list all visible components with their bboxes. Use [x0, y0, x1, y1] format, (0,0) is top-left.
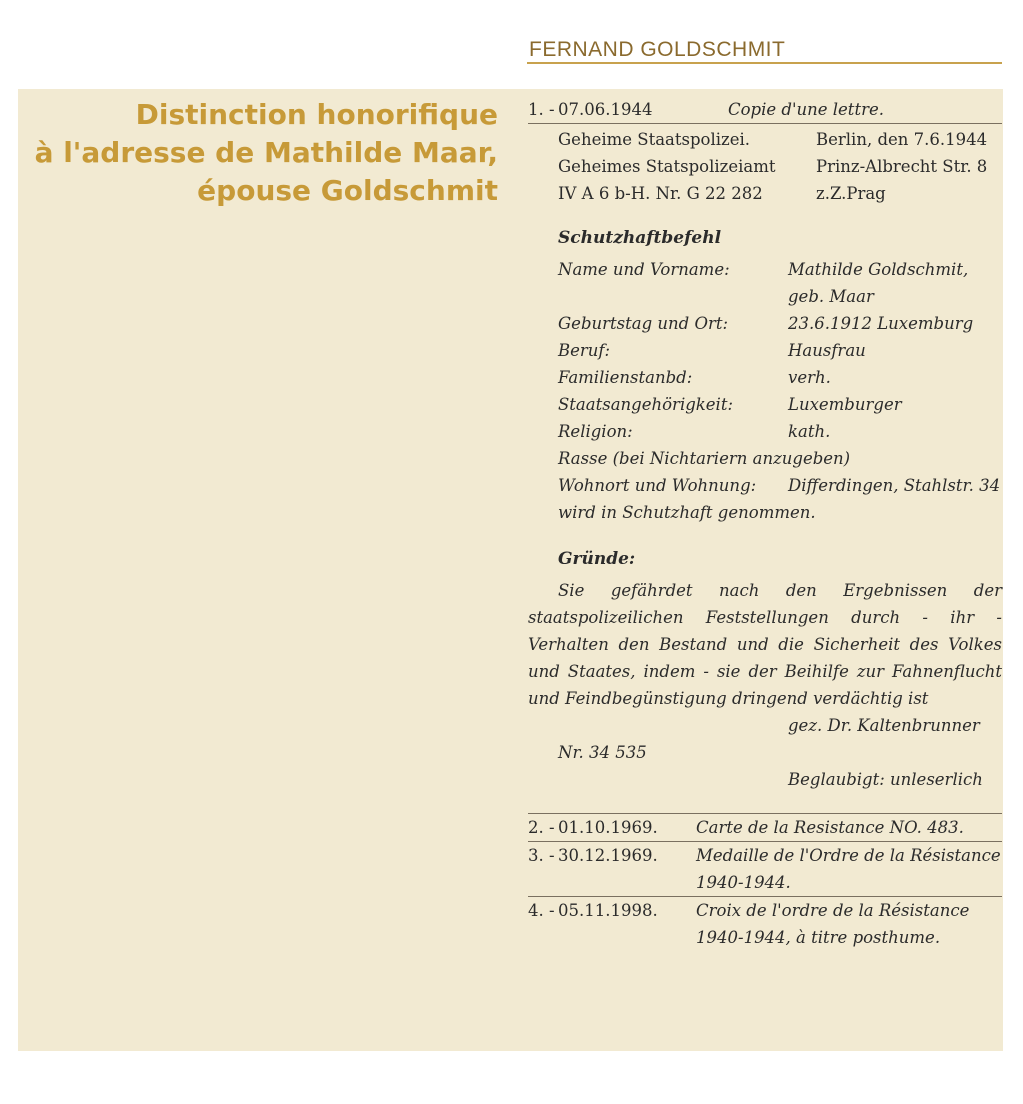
custody-line: wird in Schutzhaft genommen. [558, 503, 816, 522]
entry-number: 1. - [528, 100, 555, 119]
entry-description: Copie d'une lettre. [728, 100, 884, 119]
reasons-heading: Gründe: [558, 549, 636, 569]
entry-number: 4. - [528, 901, 555, 920]
field-value: geb. Maar [788, 287, 874, 306]
entry-description: Medaille de l'Ordre de la Résistance [696, 846, 1001, 865]
entry-date: 05.11.1998. [558, 901, 658, 920]
field-row [528, 283, 1002, 310]
field-value: Luxemburger [788, 395, 902, 414]
entry-1 [528, 96, 1002, 123]
reasons-paragraph: Sie gefährdet nach den Ergebnissen der staatspolizeilichen Feststellungen durch - ihr - Verhalten den Bestand und die Sicherheit des Volkes und Staates, indem - sie der Beihilfe zur Fahnenflucht und Feindbegünstigung dringend verdächtig ist [528, 581, 1002, 708]
field-label: Geburtstag und Ort: [558, 314, 729, 333]
field-value: Hausfrau [788, 341, 866, 360]
field-row [528, 364, 1002, 391]
header-rule [527, 62, 1002, 64]
field-label: Name und Vorname: [558, 260, 730, 279]
field-label: Staatsangehörigkeit: [558, 395, 734, 414]
field-row [528, 418, 1002, 445]
entry-4 [528, 897, 1002, 951]
side-title-line1: Distinction honorifique [135, 98, 498, 131]
residence-label: Wohnort und Wohnung: [558, 476, 757, 495]
entry-date: 30.12.1969. [558, 846, 658, 865]
entry-3 [528, 842, 1002, 896]
letterhead-right-3: z.Z.Prag [816, 184, 886, 203]
race-line: Rasse (bei Nichtariern anzugeben) [558, 449, 851, 468]
field-value: 23.6.1912 Luxemburg [788, 314, 974, 333]
letterhead-left-2: Geheimes Statspolizeiamt [558, 157, 776, 176]
entry-date: 01.10.1969. [558, 818, 658, 837]
reference-number: Nr. 34 535 [558, 743, 647, 762]
signature-line: gez. Dr. Kaltenbrunner [788, 716, 980, 735]
side-title-line2: à l'adresse de Mathilde Maar, [34, 136, 498, 169]
field-row [528, 391, 1002, 418]
side-title-line3: épouse Goldschmit [197, 174, 498, 207]
entry-number: 3. - [528, 846, 555, 865]
certification-line: Beglaubigt: unleserlich [788, 770, 983, 789]
page-header-author: FERNAND GOLDSCHMIT [529, 38, 786, 61]
field-row [528, 337, 1002, 364]
entry-description: Croix de l'ordre de la Résistance [696, 901, 970, 920]
entry-date: 07.06.1944 [558, 100, 653, 119]
field-row [528, 310, 1002, 337]
letterhead-right-1: Berlin, den 7.6.1944 [816, 130, 988, 149]
order-heading: Schutzhaftbefehl [558, 228, 722, 248]
letterhead [528, 124, 1002, 207]
entry-description: Carte de la Resistance NO. 483. [696, 818, 964, 837]
entry-2 [528, 814, 1002, 841]
entry-description-cont: 1940-1944, à titre posthume. [696, 928, 941, 947]
field-row [528, 256, 1002, 283]
letterhead-left-3: IV A 6 b-H. Nr. G 22 282 [558, 184, 763, 203]
letterhead-left-1: Geheime Staatspolizei. [558, 130, 751, 149]
side-title [18, 96, 498, 210]
field-label: Familienstanbd: [558, 368, 693, 387]
field-label [558, 283, 788, 310]
residence-value: Differdingen, Stahlstr. 34 [788, 476, 1001, 495]
field-label: Religion: [558, 422, 633, 441]
entry-number: 2. - [528, 818, 555, 837]
field-label: Beruf: [558, 341, 611, 360]
residence-row [528, 472, 1002, 499]
document-column [528, 96, 1002, 951]
letterhead-right-2: Prinz-Albrecht Str. 8 [816, 157, 988, 176]
field-value: Mathilde Goldschmit, [788, 260, 969, 279]
field-value: verh. [788, 368, 831, 387]
field-value: kath. [788, 422, 831, 441]
entry-description-cont: 1940-1944. [696, 873, 791, 892]
